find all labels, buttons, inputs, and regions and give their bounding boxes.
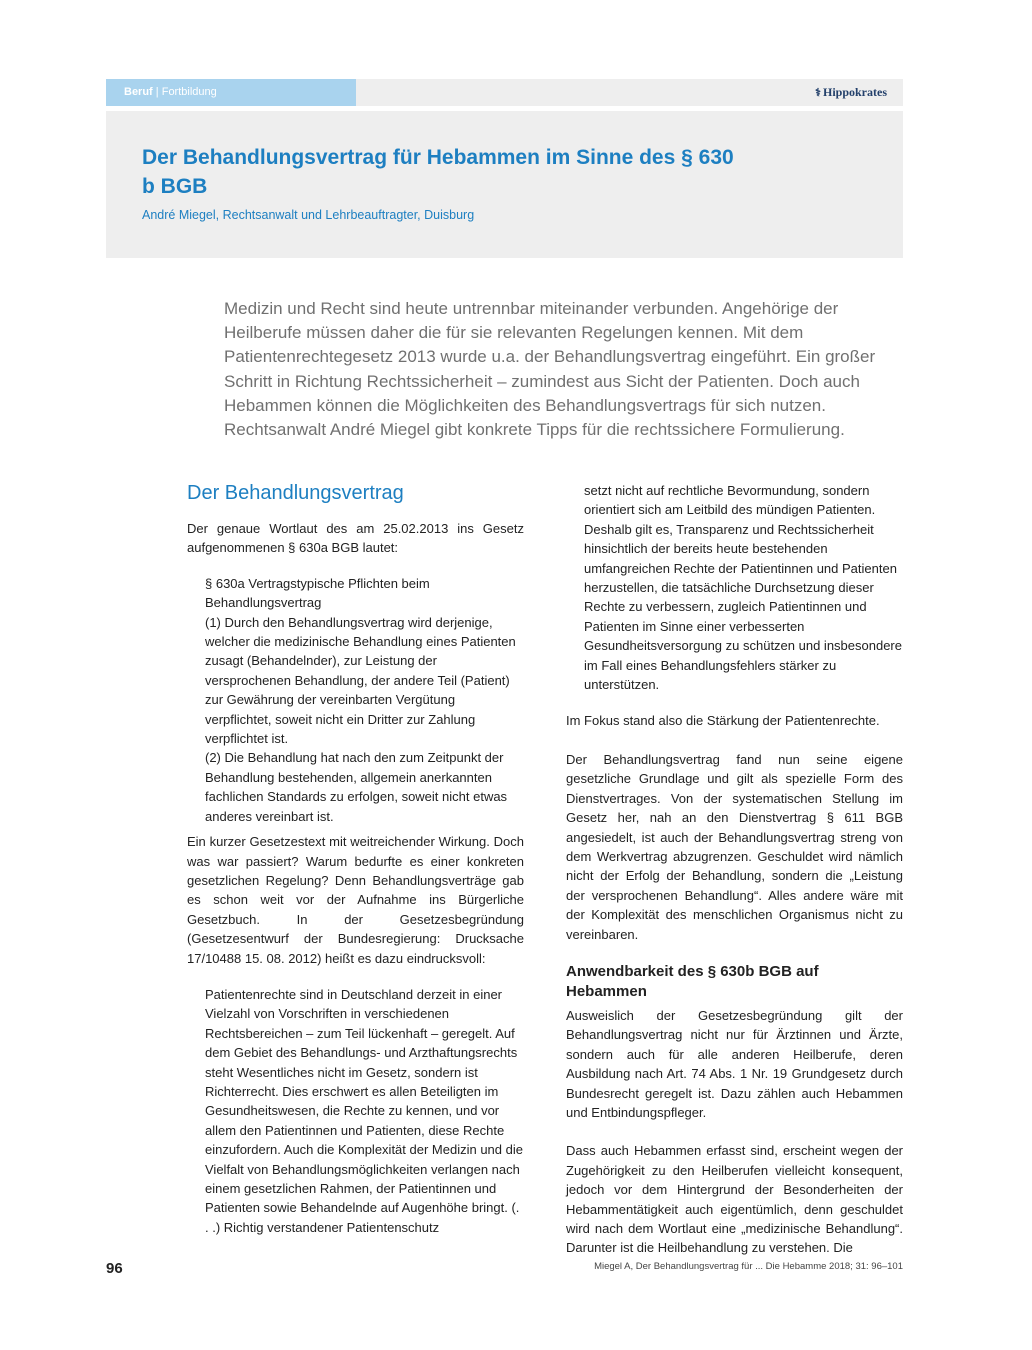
body-paragraph: Ein kurzer Gesetzestext mit weitreichender Wirkung. Doch was war passiert? Warum bedurfte es einer konkreten gesetzlichen Regelung? Denn Behandlungsverträge gab es schon weit vor der Aufnahme ins Bürgerliche Gesetzbuch. In der Gesetzesbegründung (Gesetzesentwurf der Bundesregierung: Drucksache 17/10488 15. 08. 2012) heißt es dazu eindrucksvoll: (187, 834, 524, 966)
article-header (106, 111, 903, 258)
law-quote-paragraph-1: (1) Durch den Behandlungsvertrag wird derjenige, welcher die medizinische Behandlung eines Patienten zusagt (Behandelnder), zur Leistung der versprochenen Behandlung, der andere Teil (Patient) zur Gewährung der vereinbarten Vergütung verpflichtet, soweit nicht ein Dritter zur Zahlung verpflichtet ist. (205, 614, 516, 747)
section-name: Beruf (124, 86, 153, 98)
justification-quote-continued (584, 481, 903, 694)
left-column (187, 481, 524, 1237)
lead-paragraph: Medizin und Recht sind heute untrennbar miteinander verbunden. Angehörige der Heilberufe müssen daher die für sie relevanten Regelungen kennen. Mit dem Patientenrechtegesetz 2013 wurde u.a. der Behandlungsvertrag eingeführt. Ein großer Schritt in Richtung Rechtssicherheit – zumindest aus Sicht der Patienten. Doch auch Hebammen können die Möglichkeiten des Behandlungsvertrags für sich nutzen. Rechtsanwalt André Miegel gibt konkrete Tipps für die rechtssichere Formulierung. (224, 299, 876, 440)
intro-paragraph: Der genaue Wortlaut des am 25.02.2013 ins Gesetz aufgenommenen § 630a BGB lautet: (187, 521, 524, 556)
law-quote-paragraph-2: (2) Die Behandlung hat nach den zum Zeitpunkt der Behandlung bestehenden, allgemein anerkannten fachlichen Standards zu erfolgen, soweit nicht etwas anderes vereinbart ist. (205, 750, 508, 824)
page-number: 96 (106, 1260, 123, 1277)
midwives-paragraph: Dass auch Hebammen erfasst sind, erscheint wegen der Zugehörigkeit zu den Heilberufen vielleicht konsequent, jedoch vor dem Hintergrund der Besonderheiten der Hebammentätigkeit auch eigentümlich, denn geschuldet wird nach dem Wortlaut eine „medizinische Behandlung“. Darunter ist die Heilbehandlung zu verstehen. Die (566, 1143, 903, 1256)
law-quote (205, 574, 524, 826)
justification-quote (205, 985, 524, 1237)
snake-staff-icon: ⚕ (815, 87, 821, 99)
citation: Miegel A, Der Behandlungsvertrag für ... Die Hebamme 2018; 31: 96–101 (594, 1261, 903, 1272)
article-title: Der Behandlungsvertrag für Hebammen im Sinne des § 630 b BGB (142, 146, 734, 198)
applicability-paragraph: Ausweislich der Gesetzesbegründung gilt der Behandlungsvertrag nicht nur für Ärztinnen und Ärzte, sondern auch für alle anderen Heilberufe, deren Ausbildung nach Art. 74 Abs. 1 Nr. 19 Grundgesetz durch Bundesrecht geregelt ist. Dazu zählen auch Hebammen und Entbindungspfleger. (566, 1007, 903, 1120)
section-separator: | (152, 86, 162, 98)
section-bar (106, 79, 903, 106)
focus-paragraph: Im Fokus stand also die Stärkung der Patientenrechte. (566, 713, 880, 729)
section-heading: Der Behandlungsvertrag (187, 482, 404, 504)
article-author: André Miegel, Rechtsanwalt und Lehrbeauftragter, Duisburg (142, 208, 475, 222)
publisher-logo (815, 79, 887, 106)
contract-paragraph: Der Behandlungsvertrag fand nun seine eigene gesetzliche Grundlage und gilt als spezielle Form des Dienstvertrages. Von der systematischen Stellung im Gesetz her, nah an den Dienstvertrag § 611 BGB angesiedelt, ist auch der Behandlungsvertrag streng von dem Werkvertrag abzugrenzen. Geschuldet wird nämlich nicht der Erfolg der Behandlung, sondern die „Leistung der versprochenen Behandlung“. Alles andere wäre mit der Komplexität des menschlichen Organismus nicht zu vereinbaren. (566, 751, 903, 942)
publisher-name: Hippokrates (822, 85, 887, 99)
right-column (566, 481, 903, 1258)
section-label (106, 79, 356, 106)
justification-quote-text: Patientenrechte sind in Deutschland derzeit in einer Vielzahl von Vorschriften in verschiedenen Rechtsbereichen – zum Teil lückenhaft – geregelt. Auf dem Gebiet des Behandlungs- und Arzthaftungsrechts steht Wesentliches nicht im Gesetz, sondern ist Richterrecht. Dies erschwert es allen Beteiligten im Gesundheitswesen, die Rechte zu kennen, und vor allem den Patientinnen und Patienten, diese Rechte einzufordern. Auch die Komplexität der Medizin und die Vielfalt von Behandlungsmöglichkeiten verlangen nach einem gesetzlichen Rahmen, der Patientinnen und Patienten sowie Behandelnde auf Augenhöhe bringt. (. . .) Richtig verstandener Patientenschutz (205, 986, 523, 1235)
section-subname: Fortbildung (161, 86, 217, 98)
law-quote-title: § 630a Vertragstypische Pflichten beim Behandlungsvertrag (205, 575, 430, 611)
justification-quote-continued-text: setzt nicht auf rechtliche Bevormundung, sondern orientiert sich am Leitbild des mündigen Patienten. Deshalb gilt es, Transparenz und Rechtssicherheit hinsichtlich der bereits heute bestehenden umfangreichen Rechte der Patientinnen und Patienten herzustellen, die tatsächliche Durchsetzung dieser Rechte zu verbessern, zugleich Patientinnen und Patienten im Sinne einer verbesserten Gesundheitsversorgung zu schützen und insbesondere im Fall eines Behandlungsfehlers stärker zu unterstützen. (584, 483, 902, 693)
subheading: Anwendbarkeit des § 630b BGB auf Hebammen (566, 962, 819, 1000)
